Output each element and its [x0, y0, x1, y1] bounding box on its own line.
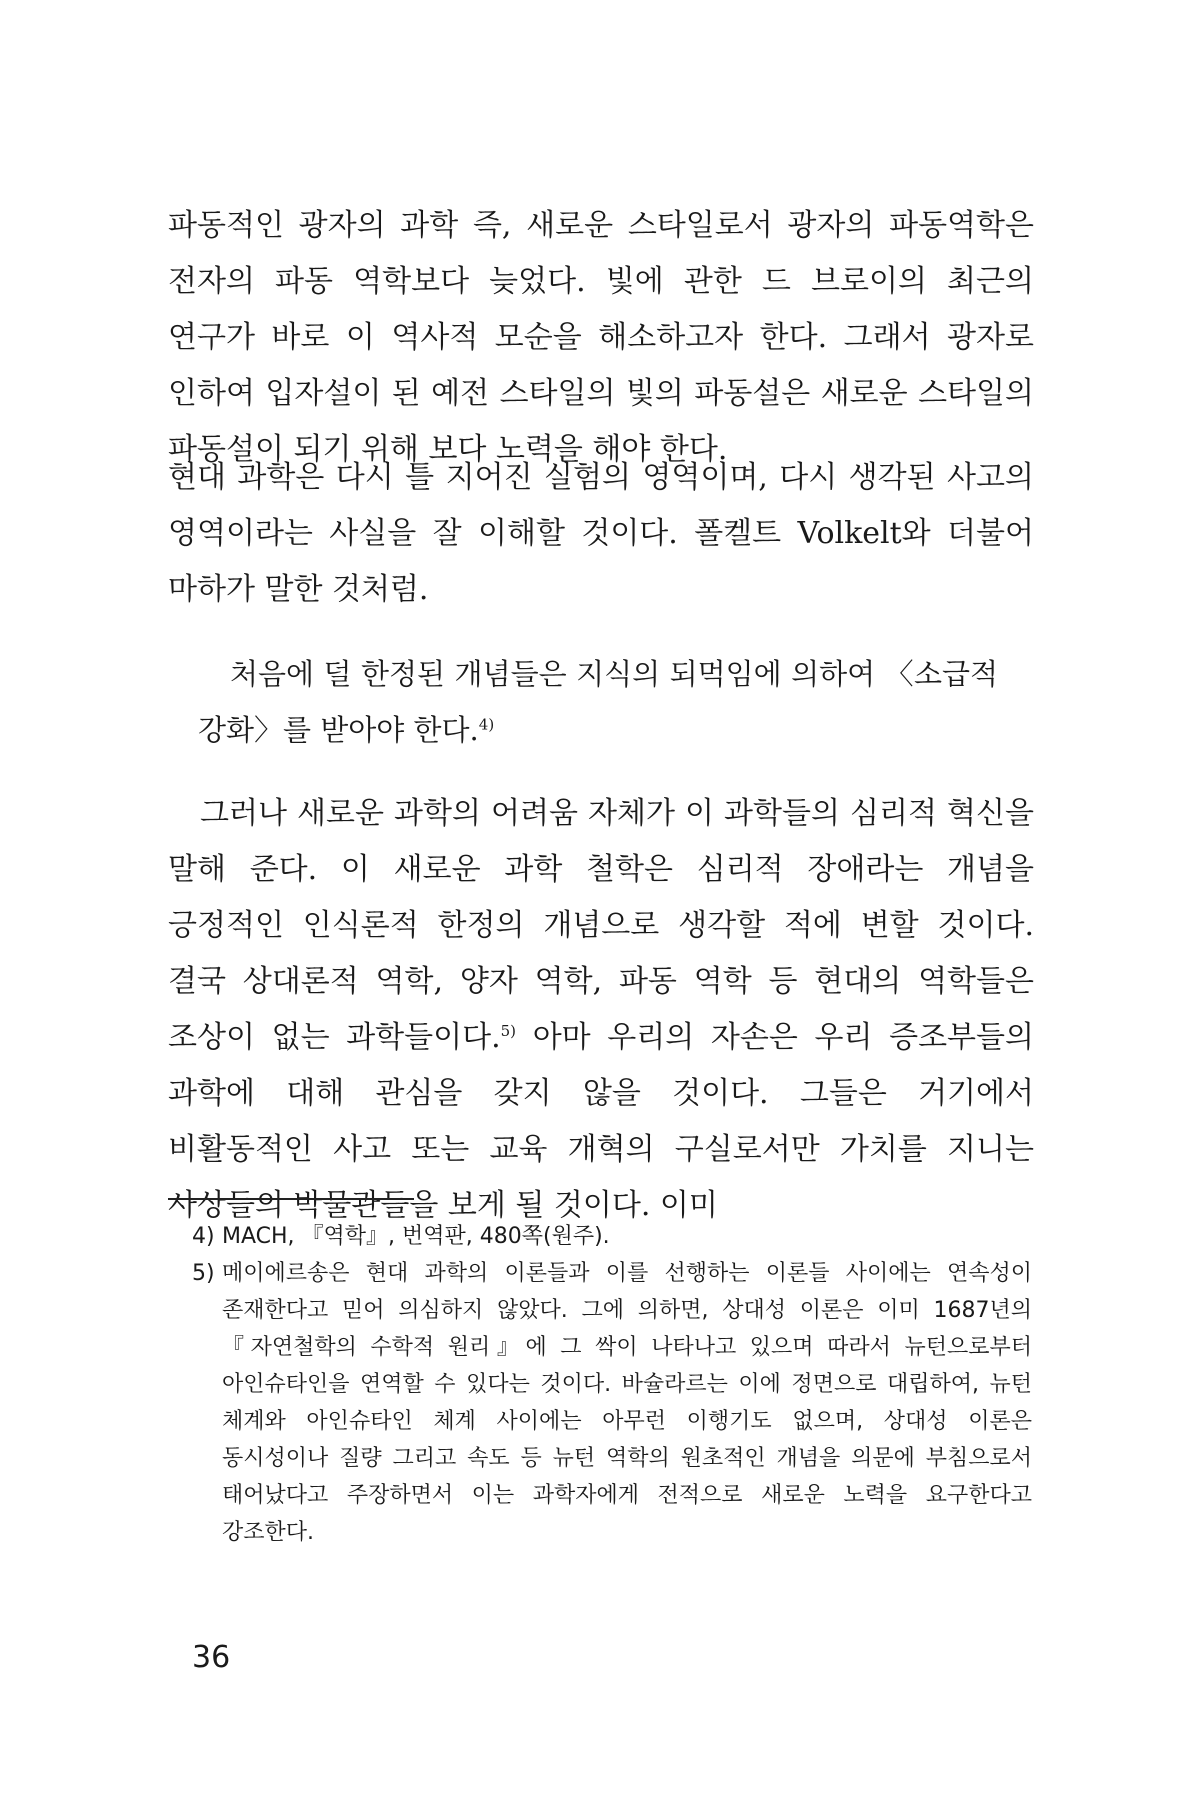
footnote-item	[192, 1218, 1032, 1255]
footnote-text: 메이에르송은 현대 과학의 이론들과 이를 선행하는 이론들 사이에는 연속성이 존재한다고 믿어 의심하지 않았다. 그에 의하면, 상대성 이론은 이미 1687년의 『자연철학의 수학적 원리』에 그 싹이 나타나고 있으며 따라서 뉴턴으로부터 아인슈타인을 연역할 수 있다는 것이다. 바슐라르는 이에 정면으로 대립하여, 뉴턴 체계와 아인슈타인 체계 사이에는 아무런 이행기도 없으며, 상대성 이론은 동시성이나 질량 그리고 속도 등 뉴턴 역학의 원초적인 개념을 의문에 부침으로서 태어났다고 주장하면서 이는 과학자에게 전적으로 새로운 노력을 요구한다고 강조한다.	[222, 1261, 1032, 1545]
footnote-number: 4)	[192, 1224, 215, 1249]
footnotes	[192, 1218, 1032, 1551]
body-paragraph-2	[168, 450, 1034, 618]
footnote-text: MACH, 『역학』, 번역판, 480쪽(원주).	[222, 1224, 610, 1249]
footnote-reference: 5)	[500, 1022, 517, 1040]
footnote-divider	[168, 1198, 414, 1200]
block-quote	[198, 646, 998, 758]
quote-text: 처음에 덜 한정된 개념들은 지식의 되먹임에 의하여 〈소급적 강화〉를 받아야 한다.	[198, 657, 998, 747]
page-number: 36	[192, 1640, 231, 1675]
body-paragraph-3	[168, 786, 1034, 1234]
paragraph-text-continued: 아마 우리의 자손은 우리 증조부들의 과학에 대해 관심을 갖지 않을 것이다. 그들은 거기에서 비활동적인 사고 또는 교육 개혁의 구실로서만 가치를 지니는 사상들의 박물관들을 보게 될 것이다. 이미	[168, 1020, 1034, 1223]
paragraph-text: 그러나 새로운 과학의 어려움 자체가 이 과학들의 심리적 혁신을 말해 준다. 이 새로운 과학 철학은 심리적 장애라는 개념을 긍정적인 인식론적 한정의 개념으로 생각할 적에 변할 것이다. 결국 상대론적 역학, 양자 역학, 파동 역학 등 현대의 역학들은 조상이 없는 과학들이다.	[168, 796, 1034, 1055]
footnote-item	[192, 1255, 1032, 1551]
footnote-reference: 4)	[478, 715, 495, 734]
paragraph-text: 파동적인 광자의 과학 즉, 새로운 스타일로서 광자의 파동역학은 전자의 파동 역학보다 늦었다. 빛에 관한 드 브로이의 최근의 연구가 바로 이 역사적 모순을 해소하고자 한다. 그래서 광자로 인하여 입자설이 된 예전 스타일의 빛의 파동설은 새로운 스타일의 파동설이 되기 위해 보다 노력을 해야 한다.	[168, 208, 1034, 467]
footnote-number: 5)	[192, 1261, 215, 1286]
paragraph-text: 현대 과학은 다시 틀 지어진 실험의 영역이며, 다시 생각된 사고의 영역이라는 사실을 잘 이해할 것이다. 폴켈트 Volkelt와 더불어 마하가 말한 것처럼.	[168, 460, 1034, 607]
body-paragraph-1	[168, 198, 1034, 478]
